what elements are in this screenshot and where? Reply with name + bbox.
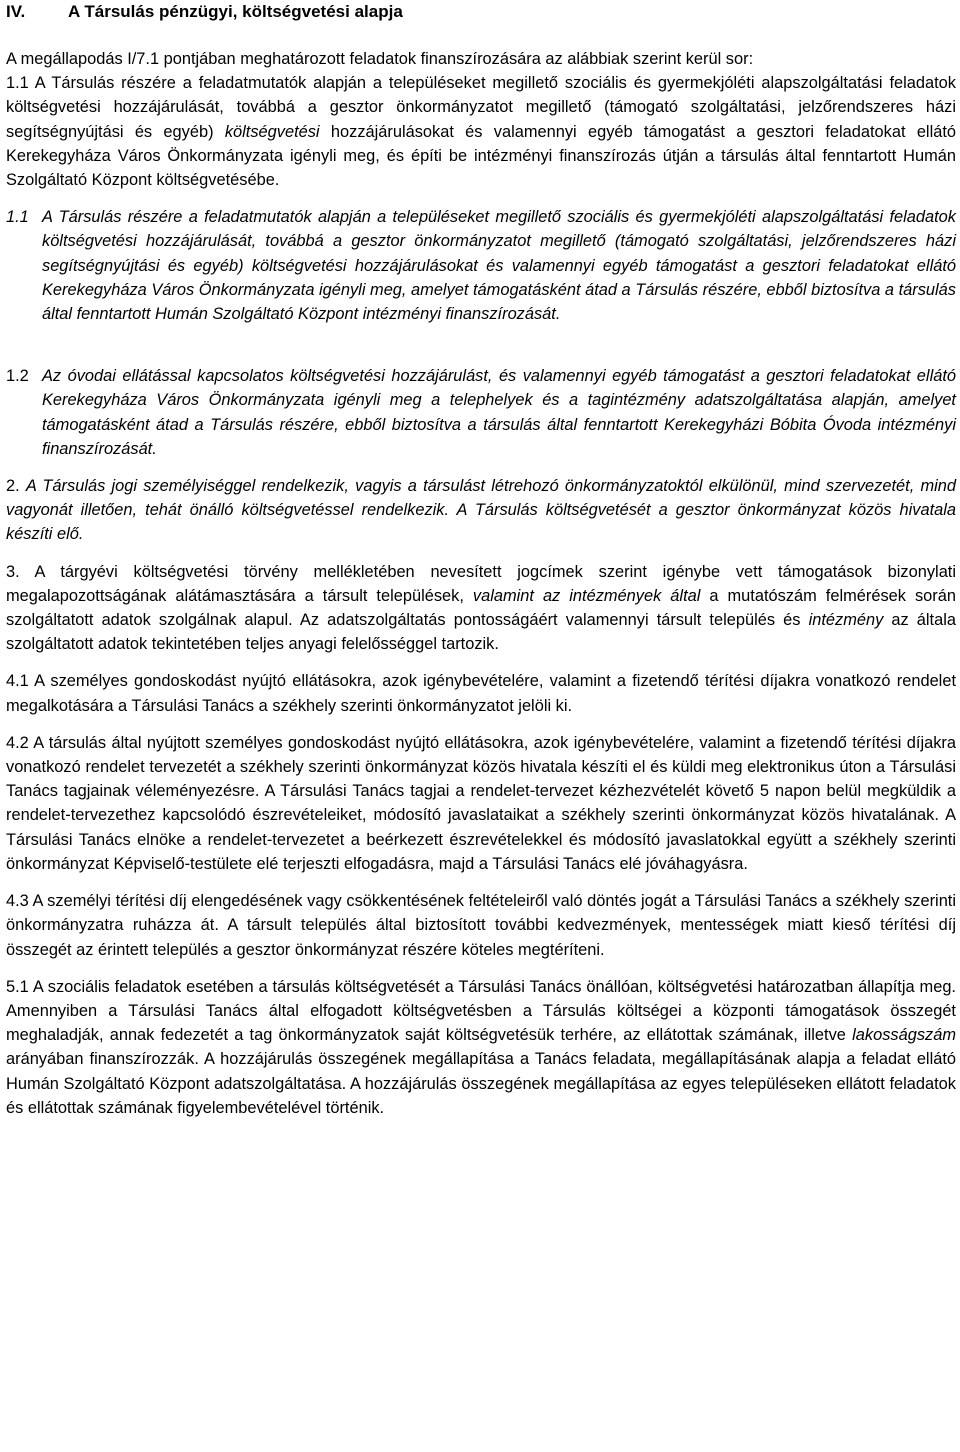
paragraph-1-1-amended [6, 205, 956, 326]
paragraph-number: 2. [6, 477, 20, 496]
paragraph-number: 5.1 [6, 977, 29, 996]
paragraph-5-1 [6, 975, 956, 1120]
paragraph-3 [6, 560, 956, 657]
paragraph-number: 4.2 [6, 733, 29, 752]
paragraph-text: A szociális feladatok esetében a társulás költségvetését a Társulási Tanács önállóan, költségvetési határozatban állapítja meg. Amennyiben a Társulási Tanács által elfogadott költségvetésben a Társulás költségei a központi támogatások összegét meghaladják, annak fedezetét a tag önkormányzatok saját költségvetésük terhére, az ellátottak számának, illetve [6, 977, 956, 1045]
paragraph-emphasis: lakosságszám [852, 1026, 956, 1045]
paragraph-emphasis: valamint az intézmények által [472, 586, 701, 605]
paragraph-2 [6, 474, 956, 547]
paragraph-number: 1.1 [6, 74, 29, 93]
section-title: A Társulás pénzügyi, költségvetési alapja [68, 2, 403, 21]
paragraph-text: arányában finanszírozzák. A hozzájárulás összegének megállapítása a Tanács feladata, megállapításának alapja a feladat ellátó Humán Szolgáltató Központ adatszolgáltatása. A hozzájárulás összegének megállapítása az egyes településeken ellátott feladatok és ellátottak számának figyelembevételével történik. [6, 1050, 956, 1117]
paragraph-number: 1.1 [6, 208, 29, 227]
paragraph-text: A személyes gondoskodást nyújtó ellátásokra, azok igénybevételére, valamint a fizetendő térítési díjakra vonatkozó rendelet megalkotására a Társulási Tanács a székhely szerinti önkormányzatot jelöli ki. [6, 672, 956, 715]
paragraph-text: Az óvodai ellátással kapcsolatos költségvetési hozzájárulást, és valamennyi egyéb támogatást a gesztori feladatokat ellátó Kerekegyháza Város Önkormányzata igényli meg a telephelyek és a tagintézmény adatszolgáltatása alapján, amelyet támogatásként átad a Társulás részére, ebből biztosítva a társulás által fenntartott Kerekegyházi Bóbita Óvoda intézményi finanszírozását. [42, 367, 956, 458]
paragraph-text: a mutatószám felmérések során szolgáltatott adatok szolgálnak alapul. Az adatszolgáltatás pontosságáért valamennyi társult település és [6, 586, 956, 630]
section-number: IV. [6, 2, 26, 21]
paragraph-4-1 [6, 669, 956, 717]
paragraph-text: hozzájárulásokat és valamennyi egyéb támogatást a gesztori feladatokat ellátó Kerekegyháza Város Önkormányzata igényli meg, és építi be intézményi finanszírozás útján a társulás által fenntartott Humán Szolgáltató Központ költségvetésébe. [6, 122, 957, 190]
intro-paragraph: A megállapodás I/7.1 pontjában meghatározott feladatok finanszírozására az alábbiak szerint kerül sor: [6, 50, 754, 68]
document-page [6, 0, 956, 1120]
paragraph-text: A személyi térítési díj elengedésének vagy csökkentésének feltételeiről való döntés jogát a Társulási Tanács a székhely szerinti önkormányzatra ruházza át. A társult település által biztosított további kedvezmények, mentességek miatt kieső térítési díj összegét az érintett település a gesztor önkormányzat részére köteles megtéríteni. [6, 892, 957, 959]
paragraph-number: 4.3 [6, 892, 29, 911]
paragraph-text: A társulás által nyújtott személyes gondoskodást nyújtó ellátásokra, azok igénybevételére, valamint a fizetendő térítési díjakra vonatkozó rendelet tervezetét a székhely szerinti önkormányzat közös hivatala készíti el és küldi meg elektronikus úton a Társulási Tanács tagjainak véleményezésre. A Társulási Tanács tagjai a rendelet-tervezet kézhezvételét követő 5 napon belül megküldik a rendelet-tervezethez kapcsolódó észrevételeiket, módosító javaslataikat a székhely szerinti önkormányzat közös hivatalának. A Társulási Tanács elnöke a rendelet-tervezetet a beérkezett észrevételekkel és módosító javaslatokkal együtt a székhely szerinti önkormányzat Képviselő-testülete elé terjeszti elfogadásra, majd a Társulási Tanács elé jóváhagyásra. [6, 733, 956, 873]
paragraph-text: az általa szolgáltatott adatok tekintetében teljes anyagi felelősséggel tartozik. [6, 611, 956, 654]
paragraph-4-2 [6, 731, 956, 876]
paragraph-number: 3. [6, 562, 20, 581]
section-heading [6, 0, 956, 24]
paragraph-emphasis: költségvetési [224, 122, 320, 141]
paragraph-number: 4.1 [6, 672, 29, 691]
paragraph-text: A tárgyévi költségvetési törvény mellékletében nevesített jogcímek szerint igénybe vett támogatások bizonylati megalapozottságának alátámasztására a társult települések, [6, 562, 957, 605]
paragraph-number: 1.2 [6, 367, 29, 386]
paragraph-1-2 [6, 364, 956, 461]
paragraph-emphasis: intézmény [808, 611, 884, 630]
paragraph-text: A Társulás részére a feladatmutatók alapján a településeket megillető szociális és gyermekjóléti alapszolgáltatási feladatok költségvetési hozzájárulását, továbbá a gesztor önkormányzatot megillető (támogató szolgáltatási, jelzőrendszeres házi segítségnyújtási és egyéb) [6, 74, 956, 141]
paragraph-1-1-original [6, 71, 956, 192]
paragraph-text: A Társulás részére a feladatmutatók alapján a településeket megillető szociális és gyermekjóléti alapszolgáltatási feladatok költségvetési hozzájárulását, továbbá a gesztor önkormányzatot megillető (támogató szolgáltatási, jelzőrendszeres házi segítségnyújtási és egyéb) költségvetési hozzájárulásokat és valamennyi egyéb támogatást a gesztori feladatokat ellátó Kerekegyháza Város Önkormányzata igényli meg, amelyet támogatásként átad a Társulás részére, ebből biztosítva a társulás által fenntartott Humán Szolgáltató Központ intézményi finanszírozását. [42, 208, 956, 324]
paragraph-4-3 [6, 889, 956, 962]
paragraph-text: A Társulás jogi személyiséggel rendelkezik, vagyis a társulást létrehozó önkormányzatoktól elkülönül, mind szervezetét, mind vagyonát illetően, tehát önálló költségvetéssel rendelkezik. A Társulás költségvetését a gesztor önkormányzat közös hivatala készíti elő. [6, 477, 956, 544]
